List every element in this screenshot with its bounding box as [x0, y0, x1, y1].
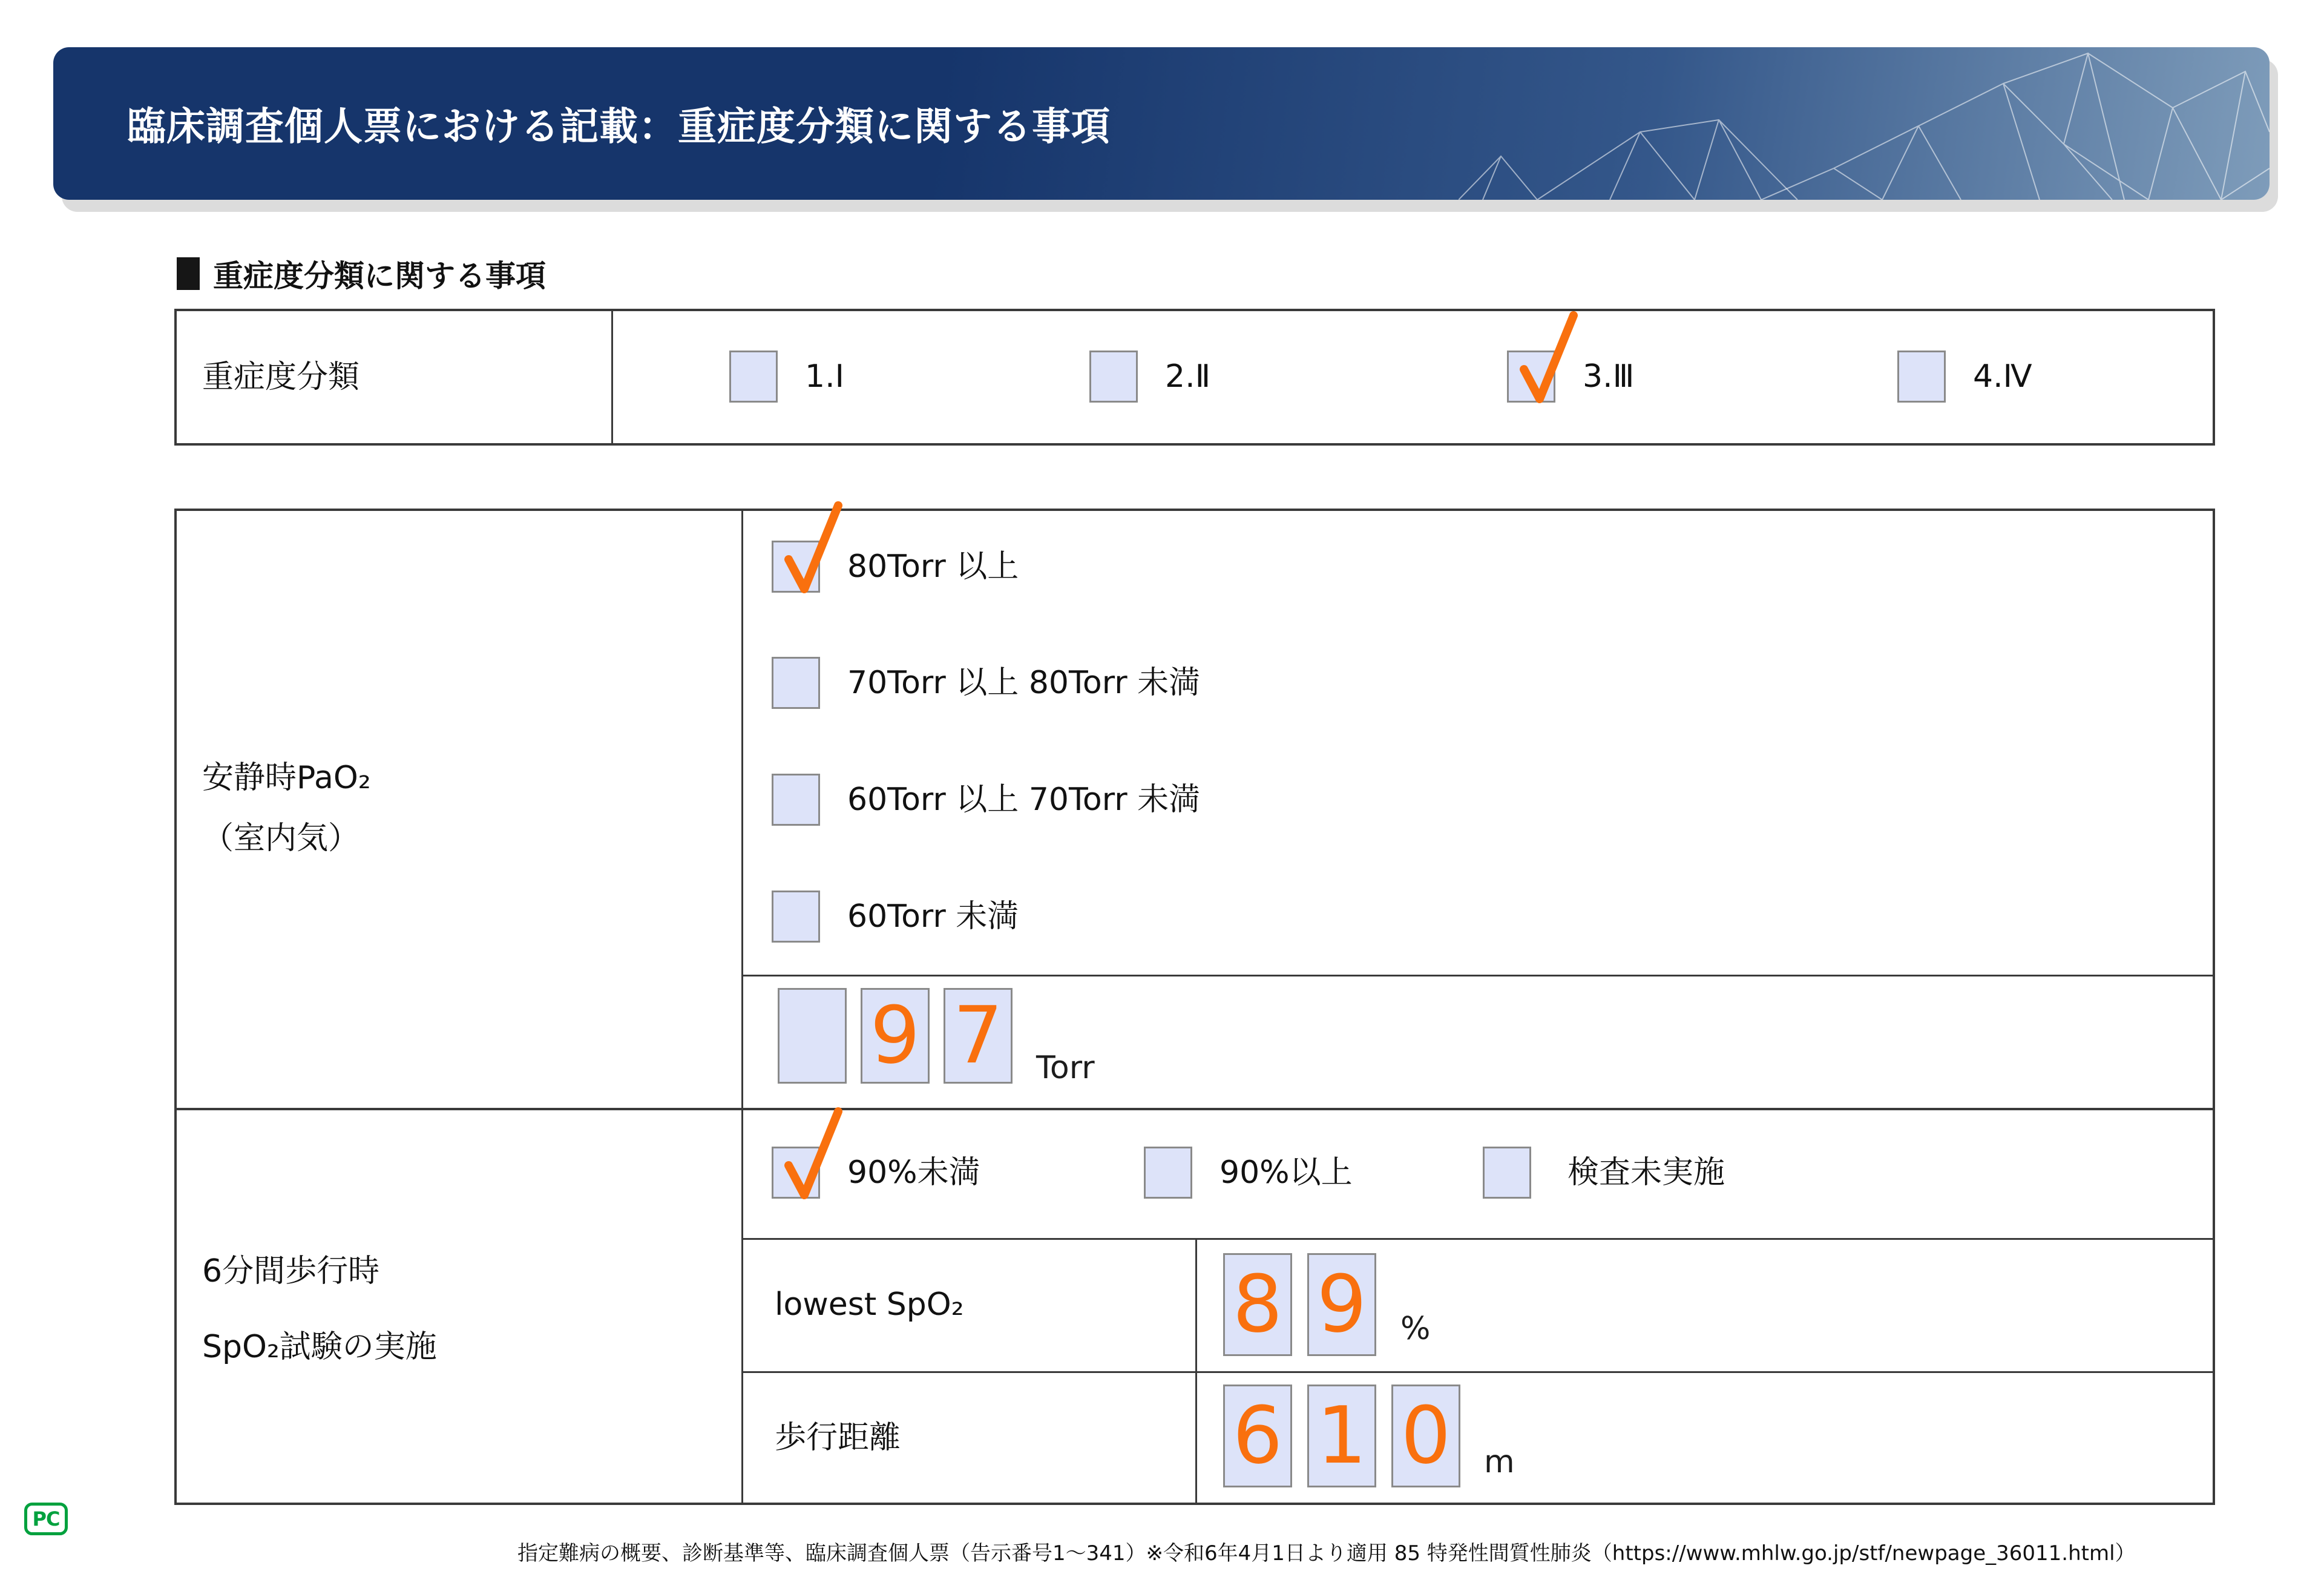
severity-2-label: 2.Ⅱ: [1165, 358, 1211, 395]
pao2-digit-box-tens[interactable]: 9: [861, 988, 930, 1084]
divider: [741, 975, 2213, 976]
pao2-80plus-label: 80Torr 以上: [847, 548, 1019, 585]
pao2-80plus-checkbox[interactable]: [772, 541, 820, 593]
network-pattern-decoration: [1459, 47, 2270, 200]
distance-digit-box-hundreds[interactable]: 6: [1223, 1385, 1292, 1487]
spo2-digit-box-tens[interactable]: 8: [1223, 1253, 1292, 1356]
divider: [741, 1371, 2213, 1373]
distance-unit-label: m: [1484, 1444, 1515, 1480]
distance-digit-box-tens[interactable]: 1: [1307, 1385, 1376, 1487]
pao2-60-70-label: 60Torr 以上 70Torr 未満: [847, 782, 1201, 818]
distance-digit-box-ones[interactable]: 0: [1391, 1385, 1460, 1487]
divider: [741, 1238, 2213, 1240]
severity-4-label: 4.Ⅳ: [1973, 358, 2032, 395]
pc-logo-text: PC: [32, 1507, 60, 1530]
section-bullet-square: [177, 257, 200, 290]
walk-over90-label: 90%以上: [1219, 1154, 1353, 1191]
header-banner: [53, 47, 2270, 200]
spo2-digit-box-ones[interactable]: 9: [1307, 1253, 1376, 1356]
detail-table: [174, 509, 2215, 1505]
divider: [741, 511, 743, 1503]
severity-2-checkbox[interactable]: [1089, 351, 1138, 403]
lowest-spo2-label: lowest SpO₂: [775, 1286, 964, 1323]
severity-1-checkbox[interactable]: [729, 351, 778, 403]
page-title: 臨床調査個人票における記載：重症度分類に関する事項: [127, 105, 1111, 150]
pao2-digit-box-hundreds[interactable]: [778, 988, 847, 1084]
pao2-under60-checkbox[interactable]: [772, 891, 820, 943]
pao2-digit-box-ones[interactable]: 7: [944, 988, 1013, 1084]
severity-row-label: 重症度分類: [202, 359, 360, 395]
walk-notdone-checkbox[interactable]: [1483, 1147, 1531, 1199]
divider: [177, 1108, 2213, 1110]
severity-4-checkbox[interactable]: [1897, 351, 1946, 403]
divider: [611, 311, 613, 443]
walk-over90-checkbox[interactable]: [1144, 1147, 1192, 1199]
pao2-70-80-label: 70Torr 以上 80Torr 未満: [847, 665, 1201, 701]
severity-3-checkbox[interactable]: [1507, 351, 1555, 403]
pc-logo: [24, 1503, 68, 1535]
section-heading-label: 重症度分類に関する事項: [213, 258, 546, 294]
divider: [1195, 1238, 1197, 1503]
walk-under90-checkbox[interactable]: [772, 1147, 820, 1199]
walk-row-label-line2: SpO₂試験の実施: [202, 1329, 437, 1365]
walk-under90-label: 90%未満: [847, 1154, 980, 1191]
walk-row-label-line1: 6分間歩行時: [202, 1253, 380, 1289]
severity-table: [174, 309, 2215, 446]
pao2-70-80-checkbox[interactable]: [772, 657, 820, 709]
severity-3-label: 3.Ⅲ: [1583, 358, 1635, 395]
walk-distance-label: 歩行距離: [775, 1420, 901, 1456]
pao2-row-label-line2: （室内気）: [202, 820, 360, 857]
pao2-row-label-line1: 安静時PaO₂: [202, 760, 371, 796]
pao2-unit-label: Torr: [1036, 1050, 1095, 1086]
source-citation: 指定難病の概要、診断基準等、臨床調査個人票（告示番号1～341）※令和6年4月1日より適用 85 特発性間質性肺炎（https://www.mhlw.go.jp/stf/newpage_36011.html）: [517, 1541, 2136, 1566]
severity-1-label: 1.Ⅰ: [805, 358, 844, 395]
walk-notdone-label: 検査未実施: [1567, 1154, 1725, 1191]
pao2-60-70-checkbox[interactable]: [772, 774, 820, 826]
spo2-unit-label: %: [1400, 1311, 1431, 1347]
pao2-under60-label: 60Torr 未満: [847, 898, 1019, 935]
section-heading: [177, 252, 546, 295]
